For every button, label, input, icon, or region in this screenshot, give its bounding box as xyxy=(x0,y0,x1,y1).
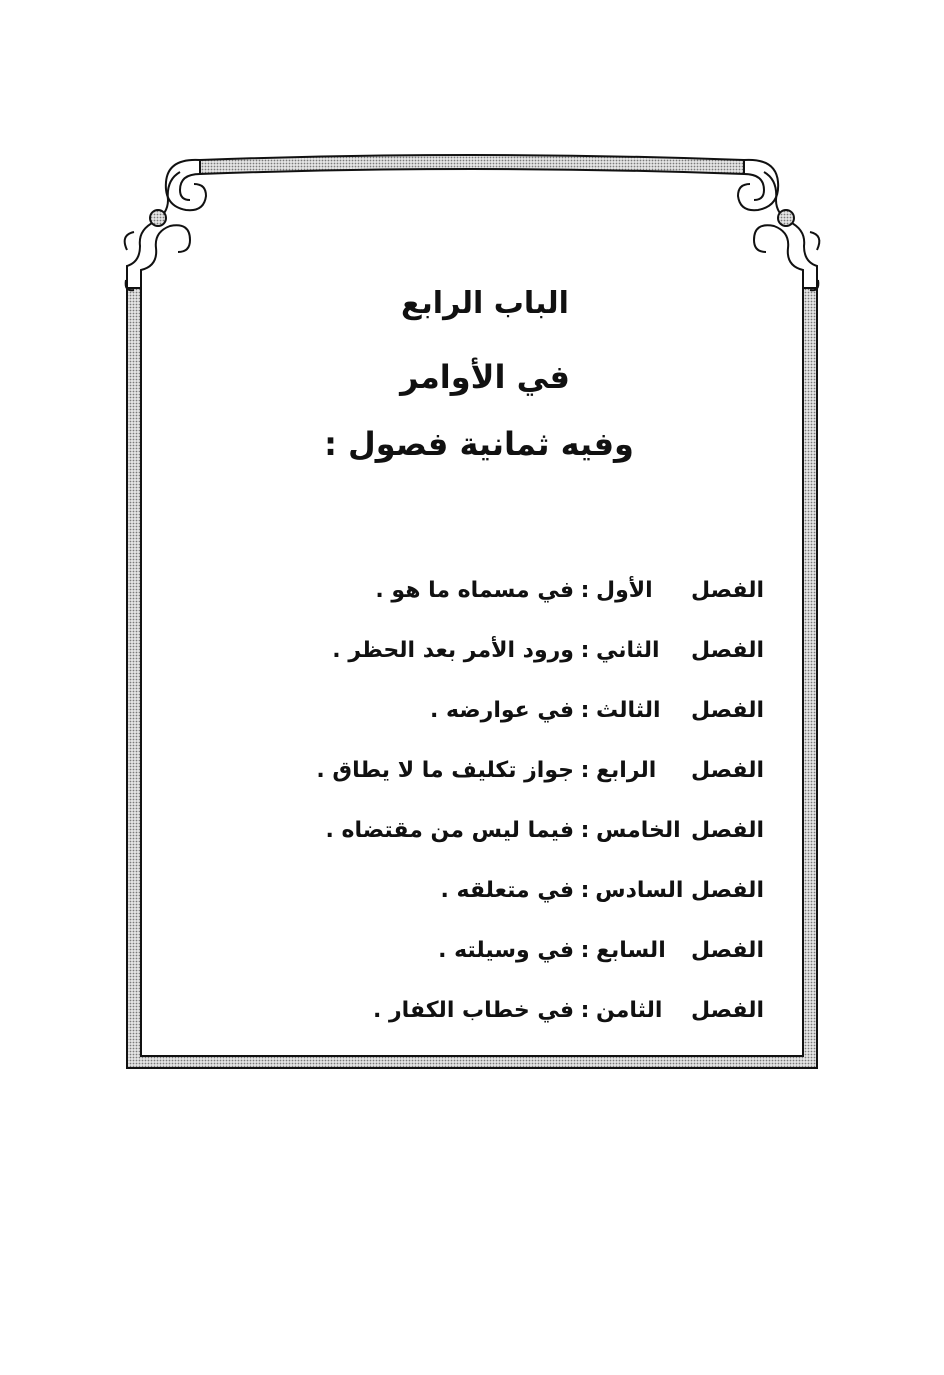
section-row-4 xyxy=(294,740,764,800)
section-title: في مسماه ما هو . xyxy=(375,577,574,603)
section-label: الفصل السادس xyxy=(595,877,764,903)
section-row-7 xyxy=(294,920,764,980)
section-colon: : xyxy=(580,877,590,903)
sections-list xyxy=(294,560,764,1040)
section-label: الفصل الأول xyxy=(596,577,764,603)
right-corner-ornament xyxy=(738,160,819,290)
section-title: في خطاب الكفار . xyxy=(372,997,574,1023)
section-colon: : xyxy=(580,757,590,783)
section-title: جواز تكليف ما لا يطاق . xyxy=(316,757,574,783)
section-row-5 xyxy=(294,800,764,860)
chapter-title: الباب الرابع xyxy=(401,286,569,321)
section-label: الفصل الخامس xyxy=(596,817,764,843)
section-label: الفصل الثاني xyxy=(596,637,764,663)
section-label: الفصل الثالث xyxy=(596,697,764,723)
section-label: الفصل السابع xyxy=(596,937,764,963)
chapter-subtitle: في الأوامر xyxy=(400,358,570,396)
section-title: في متعلقه . xyxy=(440,877,574,903)
section-row-6 xyxy=(294,860,764,920)
section-label: الفصل الثامن xyxy=(596,997,764,1023)
section-colon: : xyxy=(580,997,590,1023)
frame-top-band xyxy=(200,155,744,174)
section-colon: : xyxy=(580,577,590,603)
section-title: فيما ليس من مقتضاه . xyxy=(325,817,574,843)
section-colon: : xyxy=(580,937,590,963)
section-row-3 xyxy=(294,680,764,740)
left-corner-ornament xyxy=(125,160,206,290)
section-title: ورود الأمر بعد الحظر . xyxy=(332,637,574,663)
section-colon: : xyxy=(580,637,590,663)
chapter-intro: وفيه ثمانية فصول : xyxy=(324,425,634,463)
section-label: الفصل الرابع xyxy=(596,757,764,783)
section-colon: : xyxy=(580,817,590,843)
section-colon: : xyxy=(580,697,590,723)
section-title: في عوارضه . xyxy=(430,697,574,723)
section-row-1 xyxy=(294,560,764,620)
section-row-8 xyxy=(294,980,764,1040)
section-row-2 xyxy=(294,620,764,680)
section-title: في وسيلته . xyxy=(438,937,574,963)
